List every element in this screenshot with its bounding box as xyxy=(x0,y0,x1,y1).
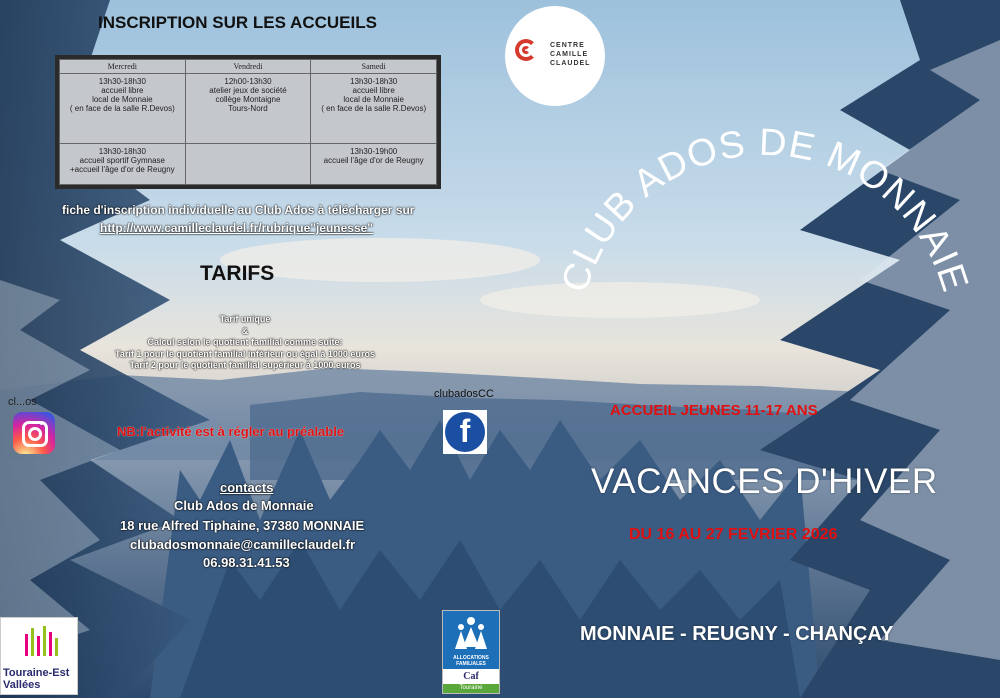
club-title: CLUB ADOS DE MONNAIE xyxy=(553,125,977,298)
caf-text: Caf xyxy=(463,671,479,682)
caf-af-text: ALLOCATIONS FAMILIALES xyxy=(453,655,489,667)
table-cell: 13h30-18h30 accueil sportif Gymnase +accueil l'âge d'or de Reugny xyxy=(60,144,186,185)
caf-emblem xyxy=(443,611,499,669)
contacts-title: contacts xyxy=(220,480,274,495)
caf-sub: Touraine xyxy=(443,684,499,693)
table-cell: 13h30-19h00 accueil l'âge d'or de Reugny xyxy=(311,144,437,185)
contact-address: 18 rue Alfred Tiphaine, 37380 MONNAIE xyxy=(120,518,365,533)
table-cell: 13h30-18h30 accueil libre local de Monnaie ( en face de la salle R.Devos) xyxy=(311,73,437,143)
accueil-jeunes: ACCUEIL JEUNES 11-17 ANS xyxy=(610,402,818,419)
fiche-text: fiche d'inscription individuelle au Club Ados à télécharger sur xyxy=(62,203,415,217)
table-cell: 13h30-18h30 accueil libre local de Monnaie ( en face de la salle R.Devos) xyxy=(60,73,186,143)
communes: MONNAIE - REUGNY - CHANÇAY xyxy=(580,623,894,645)
contact-email[interactable]: clubadosmonnaie@camilleclaudel.fr xyxy=(130,537,356,552)
centre-camille-claudel-logo xyxy=(505,6,605,106)
touraine-line1: Touraine-Est xyxy=(3,667,70,679)
touraine-bars-icon xyxy=(23,624,59,660)
dates: DU 16 AU 27 FEVRIER 2026 xyxy=(629,526,838,543)
instagram-label: cl...os xyxy=(8,396,37,408)
schedule-table xyxy=(55,55,441,189)
facebook-icon[interactable]: f xyxy=(443,410,487,454)
centre-line: CENTRE xyxy=(550,42,585,49)
club-title-arc xyxy=(520,125,990,365)
contact-name: Club Ados de Monnaie xyxy=(174,498,314,513)
caf-family-icon xyxy=(443,611,499,655)
header-mercredi: Mercredi xyxy=(60,60,186,74)
instagram-icon[interactable] xyxy=(13,412,55,454)
header-vendredi: Vendredi xyxy=(185,60,311,74)
facebook-label: clubadosCC xyxy=(434,388,494,400)
contact-phone[interactable]: 06.98.31.41.53 xyxy=(203,555,290,570)
centre-line: CLAUDEL xyxy=(550,60,591,67)
touraine-est-vallees-logo xyxy=(0,617,78,695)
centre-line: CAMILLE xyxy=(550,51,589,58)
table-cell xyxy=(185,144,311,185)
tarifs-text: Tarif unique & Calcul selon le quotient familial comme suite: Tarif 1 pour le quotient familial inférieur ou égal à 1000 euros Tarif 2 pour le quotient familial supérieur à 1000 euros xyxy=(115,314,375,370)
svg-text:CLUB ADOS DE MONNAIE xyxy=(554,125,976,297)
table-cell: 12h00-13h30 atelier jeux de société collège Montaigne Tours-Nord xyxy=(185,73,311,143)
tarifs-title: TARIFS xyxy=(200,262,275,285)
inscription-title: INSCRIPTION SUR LES ACCUEILS xyxy=(98,13,377,32)
touraine-line2: Vallées xyxy=(3,679,41,691)
caf-logo xyxy=(442,610,500,694)
vacances-title: VACANCES D'HIVER xyxy=(591,462,938,501)
header-samedi: Samedi xyxy=(311,60,437,74)
nb-notice: NB:l'activité est à régler au préalable xyxy=(117,424,345,439)
fiche-link[interactable]: http://www.camilleclaudel.fr/rubrique"jeunesse" xyxy=(100,221,373,235)
